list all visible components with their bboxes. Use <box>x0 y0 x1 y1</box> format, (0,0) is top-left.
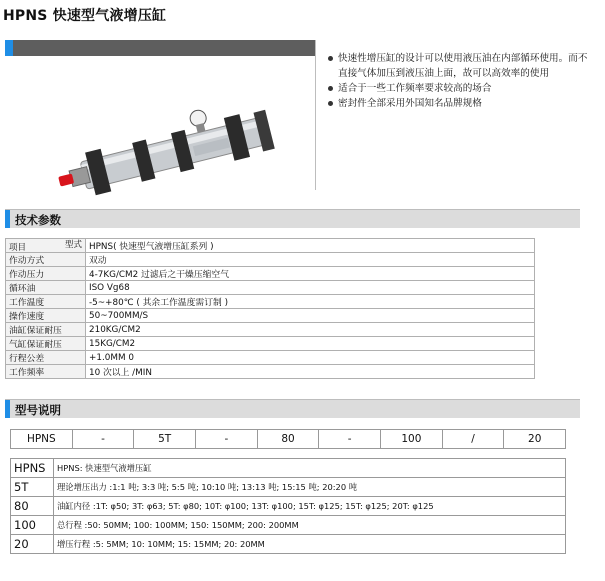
table-cell: 4-7KG/CM2 过滤后之干燥压缩空气 <box>86 267 535 281</box>
section-header-model <box>5 399 580 418</box>
model-code-separator: - <box>196 430 258 448</box>
feature-item: 密封件全部采用外国知名品牌规格 <box>326 96 591 111</box>
table-row <box>11 497 566 516</box>
table-row <box>6 253 535 267</box>
table-row <box>11 478 566 497</box>
product-image-panel <box>5 40 316 190</box>
accent-marker <box>5 400 10 418</box>
code-cell: 80 <box>11 497 54 516</box>
table-row <box>6 337 535 351</box>
header-item-label: 项目 <box>9 242 27 253</box>
page-title: HPNS 快速型气液增压缸 <box>3 8 167 24</box>
model-code-part: 100 <box>381 430 443 448</box>
table-cell: 210KG/CM2 <box>86 323 535 337</box>
table-row <box>6 323 535 337</box>
table-cell: 工作温度 <box>6 295 86 309</box>
accent-marker <box>5 210 10 228</box>
feature-item: 快速性增压缸的设计可以使用液压油在内部循环使用。而不直接气体加压到液压油上面，故可以高效率的使用 <box>326 51 591 81</box>
table-row <box>6 239 535 253</box>
code-cell: 100 <box>11 516 54 535</box>
description-cell: HPNS: 快速型气液增压缸 <box>54 459 566 478</box>
image-panel-bar <box>5 40 315 56</box>
table-cell: 10 次以上 /MIN <box>86 365 535 379</box>
table-row <box>6 281 535 295</box>
description-cell: 增压行程 :5: 5MM; 10: 10MM; 15: 15MM; 20: 20MM <box>54 535 566 554</box>
table-cell: 15KG/CM2 <box>86 337 535 351</box>
model-code-table <box>10 458 566 554</box>
model-code-row <box>10 429 566 449</box>
description-cell: 理论增压出力 :1:1 吨; 3:3 吨; 5:5 吨; 10:10 吨; 13:13 吨; 15:15 吨; 20:20 吨 <box>54 478 566 497</box>
table-cell: 作动压力 <box>6 267 86 281</box>
table-row <box>6 365 535 379</box>
table-row <box>6 295 535 309</box>
feature-item: 适合于一些工作频率要求较高的场合 <box>326 81 591 96</box>
table-cell: 操作速度 <box>6 309 86 323</box>
model-code-part: 80 <box>258 430 320 448</box>
model-code-separator: / <box>443 430 505 448</box>
table-cell: 循环油 <box>6 281 86 295</box>
table-row <box>11 459 566 478</box>
table-cell: 油缸保证耐压 <box>6 323 86 337</box>
code-cell: 20 <box>11 535 54 554</box>
table-cell: -5~+80℃ ( 其余工作温度需订制 ) <box>86 295 535 309</box>
table-cell: 双动 <box>86 253 535 267</box>
description-cell: 总行程 :50: 50MM; 100: 100MM; 150: 150MM; 200: 200MM <box>54 516 566 535</box>
table-row <box>6 309 535 323</box>
model-code-part: HPNS <box>11 430 73 448</box>
cylinder-photo <box>55 80 285 220</box>
table-cell: ISO Vg68 <box>86 281 535 295</box>
table-cell: 作动方式 <box>6 253 86 267</box>
header-model-label: 型式 <box>64 240 82 251</box>
table-cell: 工作频率 <box>6 365 86 379</box>
table-row <box>6 267 535 281</box>
table-cell: +1.0MM 0 <box>86 351 535 365</box>
model-code-separator: - <box>319 430 381 448</box>
table-row <box>11 516 566 535</box>
description-cell: 油缸内径 :1T: φ50; 3T: φ63; 5T: φ80; 10T: φ100; 13T: φ100; 15T: φ125; 15T: φ125; 20T: φ125 <box>54 497 566 516</box>
model-code-part: 5T <box>134 430 196 448</box>
table-header-cell <box>6 239 86 253</box>
table-row <box>6 351 535 365</box>
table-row <box>11 535 566 554</box>
code-cell: HPNS <box>11 459 54 478</box>
section-header-specs <box>5 209 580 228</box>
section-title: 型号说明 <box>15 403 61 417</box>
feature-list <box>326 51 591 111</box>
code-cell: 5T <box>11 478 54 497</box>
header-diagonal-cell <box>9 239 82 252</box>
accent-marker <box>5 40 13 56</box>
spec-table <box>5 238 535 379</box>
table-cell: 50~700MM/S <box>86 309 535 323</box>
table-cell: 气缸保证耐压 <box>6 337 86 351</box>
table-cell: 行程公差 <box>6 351 86 365</box>
section-title: 技术参数 <box>15 213 61 227</box>
table-cell: HPNS( 快速型气液增压缸系列 ) <box>86 239 535 253</box>
model-code-separator: - <box>73 430 135 448</box>
model-code-part: 20 <box>528 433 542 445</box>
